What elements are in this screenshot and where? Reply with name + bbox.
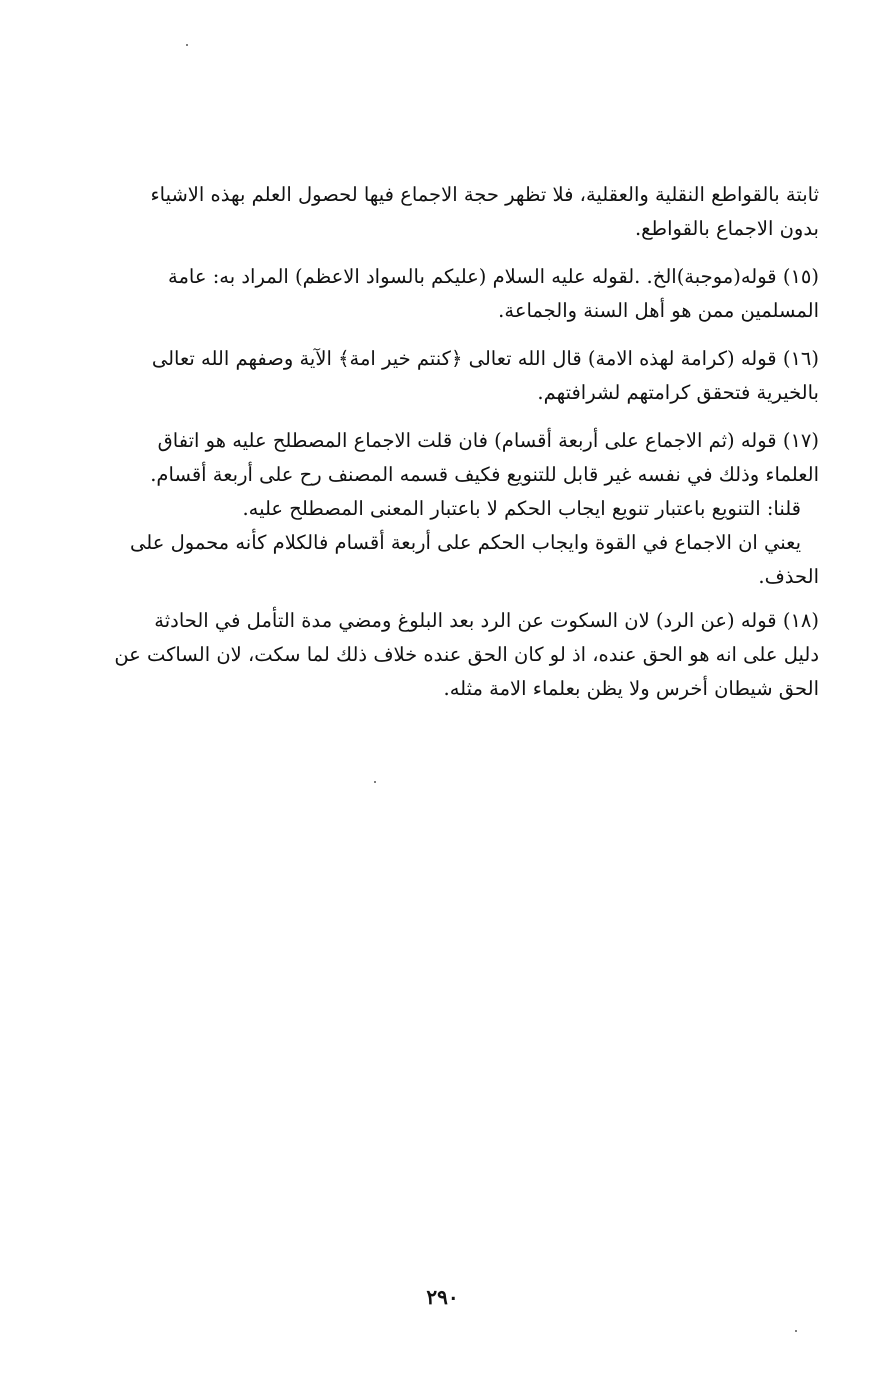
paragraph-intro: [67, 178, 819, 246]
text-line: الحق شيطان أخرس ولا يظن بعلماء الامة مثله.: [443, 677, 819, 700]
text-line: الحذف.: [758, 565, 819, 588]
scan-speck: [186, 44, 188, 46]
scan-speck: [374, 781, 376, 783]
text-line: (١٥) قوله(موجبة)الخ. .لقوله عليه السلام (عليكم بالسواد الاعظم) المراد به: عامة: [168, 265, 819, 288]
paragraph-16: [67, 342, 819, 410]
text-line: (١٦) قوله (كرامة لهذه الامة) قال الله تعالى ﴿كنتم خير امة﴾ الآية وصفهم الله تعالى: [151, 347, 819, 370]
text-line: ثابتة بالقواطع النقلية والعقلية، فلا تظهر حجة الاجماع فيها لحصول العلم بهذه الاشياء: [150, 183, 819, 206]
paragraph-17: [67, 424, 819, 594]
text-line: قلنا: التنويع باعتبار تنويع ايجاب الحكم لا باعتبار المعنى المصطلح عليه.: [242, 497, 801, 520]
text-line: بدون الاجماع بالقواطع.: [634, 217, 819, 240]
text-line: بالخيرية فتحقق كرامتهم لشرافتهم.: [537, 381, 819, 404]
text-line: العلماء وذلك في نفسه غير قابل للتنويع فكيف قسمه المصنف رح على أربعة أقسام.: [150, 463, 819, 486]
text-line: (١٧) قوله (ثم الاجماع على أربعة أقسام) فان قلت الاجماع المصطلح عليه هو اتفاق: [157, 429, 819, 452]
body-text: [67, 178, 819, 720]
text-line: دليل على انه هو الحق عنده، اذ لو كان الحق عنده خلاف ذلك لما سكت، لان الساكت عن: [114, 643, 819, 666]
text-line: (١٨) قوله (عن الرد) لان السكوت عن الرد بعد البلوغ ومضي مدة التأمل في الحادثة: [154, 609, 819, 632]
scan-speck: [795, 1330, 797, 1332]
text-line: يعني ان الاجماع في القوة وايجاب الحكم على أربعة أقسام فالكلام كأنه محمول على: [130, 531, 801, 554]
text-line: المسلمين ممن هو أهل السنة والجماعة.: [498, 299, 819, 322]
paragraph-18: [67, 604, 819, 706]
paragraph-15: [67, 260, 819, 328]
page-number: ٢٩٠: [426, 1285, 459, 1309]
